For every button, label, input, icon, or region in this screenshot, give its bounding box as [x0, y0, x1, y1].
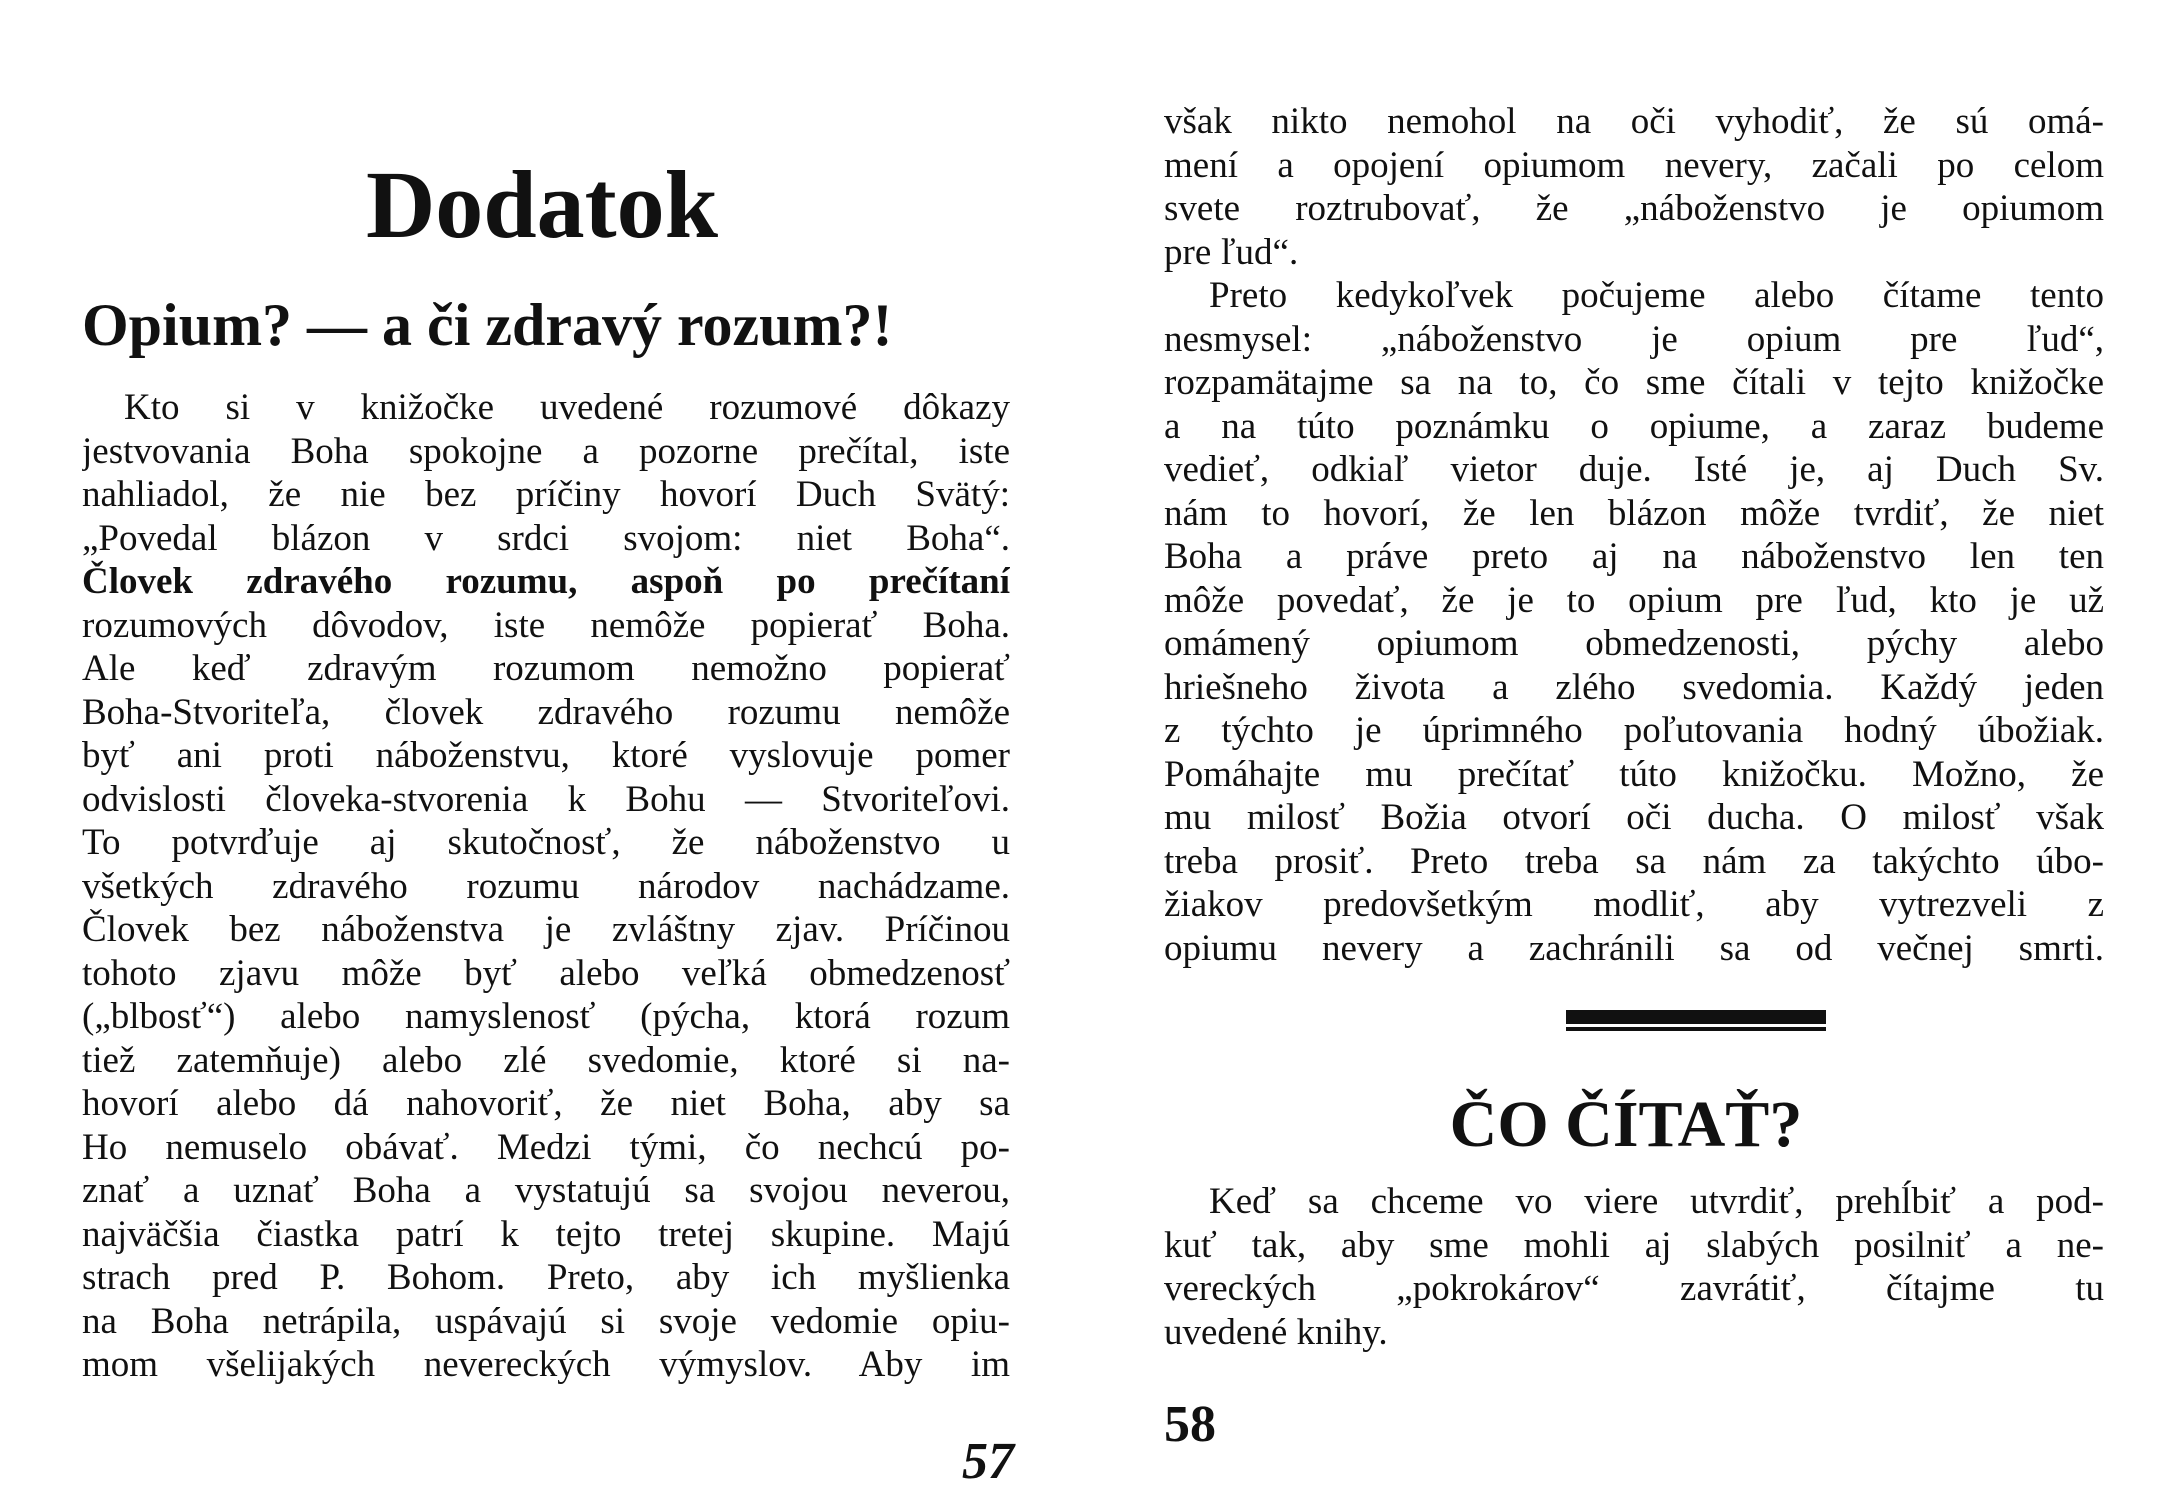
text-line: odvislosti človeka-stvorenia k Bohu — Stvoriteľovi. [82, 778, 1010, 820]
text-line: To potvrďuje aj skutočnosť, že náboženstvo u [82, 822, 1010, 863]
text-line: („blbosť“) alebo namyslenosť (pýcha, ktorá rozum [82, 996, 1010, 1037]
text-line: strach pred P. Bohom. Preto, aby ich myšlienka [82, 1257, 1010, 1298]
text-line: jestvovania Boha spokojne a pozorne prečítal, iste [82, 430, 1010, 472]
text-line: z týchto je úprimného poľutovania hodný úbožiak. [1164, 710, 2104, 751]
text-line: nám to hovorí, že len blázon môže tvrdiť, že niet [1164, 492, 2104, 534]
text-line: kuť tak, aby sme mohli aj slabých posilniť a ne- [1164, 1224, 2104, 1266]
text-line: však nikto nemohol na oči vyhodiť, že sú omá- [1164, 101, 2104, 142]
text-line: rozumových dôvodov, iste nemôže popierať Boha. [82, 604, 1010, 646]
text-line: „Povedal blázon v srdci svojom: niet Boha“. [82, 517, 1010, 559]
text-line: najväčšia čiastka patrí k tejto tretej skupine. Majú [82, 1213, 1010, 1255]
text-line: Kto si v knižočke uvedené rozumové dôkazy [124, 387, 1010, 428]
text-line: omámený opiumom obmedzenosti, pýchy alebo [1164, 623, 2104, 664]
section-subtitle: Opium? — a či zdravý rozum?! [82, 292, 893, 358]
text-line: mení a opojení opiumom nevery, začali po celom [1164, 144, 2104, 186]
text-line: všetkých zdravého rozumu národov nachádzame. [82, 865, 1010, 907]
text-line: Človek bez náboženstva je zvláštny zjav. Príčinou [82, 909, 1010, 950]
text-line: môže povedať, že je to opium pre ľud, kto je už [1164, 579, 2104, 621]
page-number: 58 [1164, 1396, 1216, 1453]
text-line: svete roztrubovať, že „náboženstvo je opiumom [1164, 188, 2104, 229]
text-line: Boha a práve preto aj na náboženstvo len ten [1164, 536, 2104, 577]
text-line: nahliadol, že nie bez príčiny hovorí Duch Svätý: [82, 474, 1010, 515]
body-paragraph [1164, 1180, 2104, 1354]
text-line: mom všelijakých nevereckých výmyslov. Aby im [82, 1344, 1010, 1385]
page-number: 57 [962, 1433, 1014, 1490]
text-line: na Boha netrápila, uspávajú si svoje vedomie opiu- [82, 1300, 1010, 1342]
text-line: mu milosť Božia otvorí oči ducha. O milosť však [1164, 797, 2104, 838]
text-line: pre ľud“. [1164, 231, 1299, 273]
text-line: treba prosiť. Preto treba sa nám za takýchto úbo- [1164, 840, 2104, 882]
text-line: Keď sa chceme vo viere utvrdiť, prehĺbiť a pod- [1209, 1181, 2104, 1222]
text-line: hriešneho života a zlého svedomia. Každý jeden [1164, 666, 2104, 708]
text-line: Ale keď zdravým rozumom nemožno popierať [82, 648, 1010, 689]
text-line: vereckých „pokrokárov“ zavrátiť, čítajme tu [1164, 1268, 2104, 1309]
body-paragraph [1164, 100, 2104, 970]
text-line: opiumu nevery a zachránili sa od večnej smrti. [1164, 927, 2104, 969]
text-line: žiakov predovšetkým modliť, aby vytrezveli z [1164, 884, 2104, 925]
text-line: Pomáhajte mu prečítať túto knižočku. Možno, že [1164, 753, 2104, 795]
text-line: tohoto zjavu môže byť alebo veľká obmedzenosť [82, 952, 1010, 994]
text-line: hovorí alebo dá nahovoriť, že niet Boha, aby sa [82, 1083, 1010, 1124]
text-line: Ho nemuselo obávať. Medzi tými, čo nechcú po- [82, 1126, 1010, 1168]
text-line: a na túto poznámku o opiume, a zaraz budeme [1164, 405, 2104, 447]
section-divider [1566, 1010, 1826, 1027]
text-line: znať a uznať Boha a vystatujú sa svojou neverou, [82, 1170, 1010, 1211]
body-paragraph [82, 386, 1010, 1387]
text-line: Človek zdravého rozumu, aspoň po prečítaní [82, 561, 1010, 602]
text-line: vedieť, odkiaľ vietor duje. Isté je, aj Duch Sv. [1164, 449, 2104, 490]
text-line: nesmysel: „náboženstvo je opium pre ľud“, [1164, 318, 2104, 360]
text-line: tiež zatemňuje) alebo zlé svedomie, ktoré si na- [82, 1039, 1010, 1081]
text-line: uvedené knihy. [1164, 1311, 1388, 1353]
right-page [1084, 0, 2168, 1500]
text-line: Boha-Stvoriteľa, človek zdravého rozumu nemôže [82, 691, 1010, 733]
text-line: rozpamätajme sa na to, čo sme čítali v tejto knižočke [1164, 362, 2104, 403]
text-line: Preto kedykoľvek počujeme alebo čítame tento [1209, 275, 2104, 316]
section-title: ČO ČÍTAŤ? [1449, 1088, 1803, 1161]
page-title: Dodatok [365, 151, 719, 258]
text-line: byť ani proti náboženstvu, ktoré vyslovuje pomer [82, 735, 1010, 776]
